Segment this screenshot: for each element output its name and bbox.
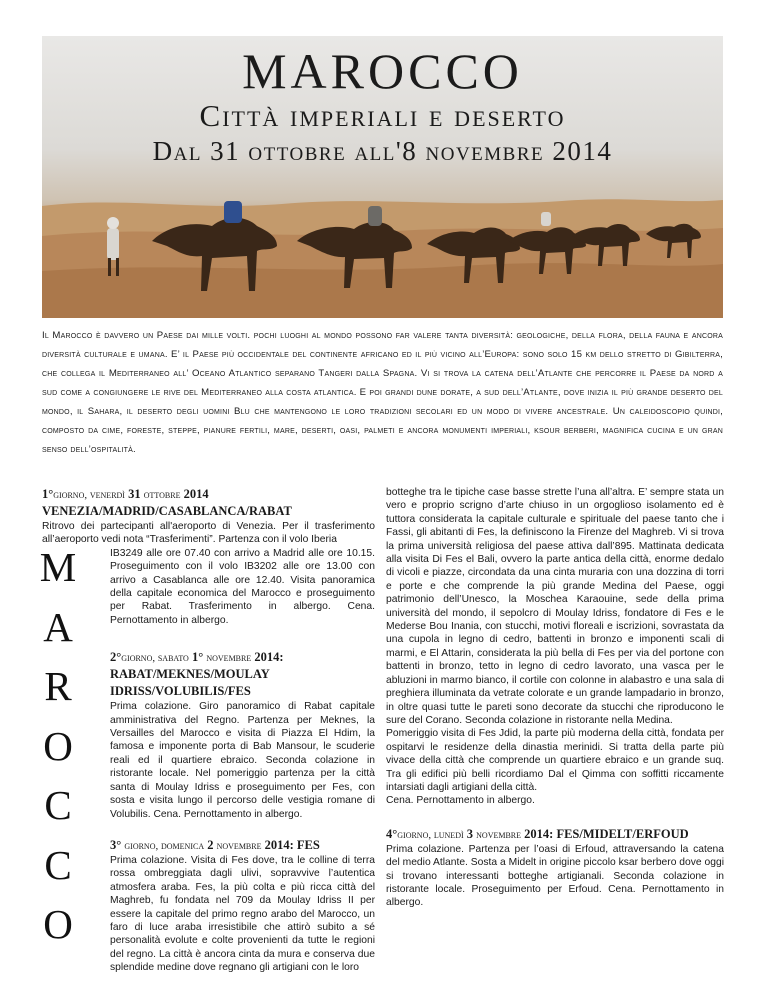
day-2-heading: 2°giorno, sabato 1° novembre 2014: [110,650,284,665]
day-3-heading: 3° giorno, domenica 2 novembre 2014: FES [110,837,320,852]
itinerary-right-column [386,486,724,910]
vertical-letter: O [43,722,73,769]
page-title: MAROCCO [242,43,523,99]
vertical-letter: R [44,663,72,709]
itinerary-left-column [42,486,375,976]
day-1-heading: 1°giorno, venerdì 31 ottobre 2014 [42,487,209,501]
day-2-text: Prima colazione. Giro panoramico di Rabat capitale amministrativa del Regno. Partenza per Meknes, la Versailles del Marocco e visita di Piazza El Hdim, la famosa e imponente porta di Bab Mansour, le scuderie reali ed il quartiere ebraico. Seconda colazione in ristorante locale. Nel pomeriggio partenza per la città santa di Moulay Idriss e proseguimento per Fes, con sosta e visita lungo il percorso delle vestigia romane di Volubilis. Cena. Pernottamento in albergo. [110,701,375,820]
day-1-text-continued: IB3249 alle ore 07.40 con arrivo a Madrid alle ore 10.15. Proseguimento con il volo IB3202 alle ore 13.00 con arrivo a Casablanca alle ore 12.40. Visita panoramica della capitale economica del Marocco e proseguimento per Rabat. Trasferimento in albergo. Cena. Pernottamento in albergo. [110,547,375,626]
vertical-letter: C [44,782,72,828]
vertical-letter: M [39,544,77,590]
intro-paragraph: Il Marocco è davvero un Paese dai mille volti. pochi luoghi al mondo possono far valere tanta diversità: geologiche, della flora, della fauna e ancora diversità culturale e umana. E’ il Paese più occidentale del continente africano ed il più vicino all’Europa: sono solo 15 km dello stretto di Gibilterra, che collega il Mediterraneo all’ Oceano Atlantico separano Tangeri dalla Spagna. Vi si trova la catena dell’Atlante che percorre il Paese da nord a sud come a congiungere le rive del Mediterraneo alla costa atlantica. E poi grandi dune dorate, a sud dell’Atlante, dove inizia il più grande deserto del mondo, il Sahara, il deserto degli uomini Blu che mantengono le loro tradizioni secolari ed un modo di vivere ancestrale. Un caleidoscopio quindi, composto da cime, foreste, steppe, pianure fertili, mare, deserti, oasi, palmeti e ancora monumenti imperiali, ksour berberi, magnifica cucina e un gran senso dell’ospitalità. [42,330,723,455]
day-3-afternoon-text: Pomeriggio visita di Fes Jdid, la parte più moderna della città, fondata per ospitarvi le residenze della dinastia merinidi. Si tratta della parte più vivace della città che comprende un quartiere ebraico e un grande suq. Tra gli edifici più belli ricordiamo Dal el Qimma con soffitti riccamente intarsiati dagli artigiani della città. [386,728,724,793]
vertical-letter: O [43,901,73,947]
vertical-letter: A [43,603,73,650]
day-4-heading: 4°giorno, lunedì 3 novembre 2014: FES/MIDELT/ERFOUD [386,826,689,841]
day-1-text: Ritrovo dei partecipanti all'aeroporto di Venezia. Per il trasferimento all’aeroporto vedi nota “Trasferimenti”. Partenza con il volo Iberia [42,521,375,546]
day-3-text: Prima colazione. Visita di Fes dove, tra le colline di terra rossa ombreggiata dagli ulivi, sopravvive l’autentica atmosfera araba. Fes, la più colta e più ricca città del Maghreb, fu fondata nel 709 da Moulay Idriss II per essere la capitale del primo regno arabo del Marocco, un faro di luce araba irresistibile che attirò subito a sé personalità evolute e colte provenienti da tutte le regioni del regno. La città è ancora cinta da mura e conserva due splendide medine dove regnano gli artigiani con le loro [110,854,375,974]
hero-banner [42,36,723,318]
vertical-letter: C [44,841,72,888]
day-3-text-continued: botteghe tra le tipiche case basse strette l’una all’altra. E’ sempre stata un vero e proprio scrigno d’arte chiuso in un orgoglioso isolamento ed è tuttora considerata la capitale culturale e spirituale del paese tanto che i Fassi, gli abitanti di Fes, la definiscono la Firenze del Maghreb. Vi si trova la prima università religiosa del paese attiva dall’895. Mattinata dedicata alla visita Di Fes el Bali, ovvero la parte antica della città, enorme dedalo di vicoli e piazze, circondata da una cinta muraria con una dozzina di torri e porte e che comprende la più grande Medina del Paese, oggi patrimonio dell’Unesco, la Moschea Karaouine, sede della prima università del mondo, il sepolcro di Moulay Idriss, fondatore di Fes e le Mederse Bou Inania, con stucchi, motivi floreali e iscrizioni, sovrastata da una cupola in legno di cedro, battenti in bronzo e imponenti scali di marmi, e El Attarin, considerata la più bella di Fes per via del portone con battenti in bronzo, tetto in legno di cedro lavorato, una vasca per le abluzioni in marmo bianco, il cortile con colonne in alabastro e una sala di preghiera illuminata da vetrate colorate e un grande lampadario in bronzo, in oltre quasi tutte le pareti sono decorate da stucchi che riproducono le sure del Corano. Seconda colazione in ristorante nella Medina. [386,487,724,726]
page-subtitle: Città imperiali e deserto [199,98,566,133]
day-1-route: VENEZIA/MADRID/CASABLANCA/RABAT [42,504,292,518]
trip-dates: Dal 31 ottobre all'8 novembre 2014 [152,136,613,166]
day-4-text: Prima colazione. Partenza per l’oasi di Erfoud, attraversando la catena del medio Atlante. Sosta a Midelt in origine piccolo ksar berbero dove oggi si trovano interessanti botteghe artigianali. Seconda colazione in ristorante locale. Proseguimento per Erfoud. Cena. Pernottamento in albergo. [386,843,724,909]
day-3-closing-text: Cena. Pernottamento in albergo. [386,795,535,807]
day-2-route: RABAT/MEKNES/MOULAY IDRISS/VOLUBILIS/FES [110,667,270,699]
